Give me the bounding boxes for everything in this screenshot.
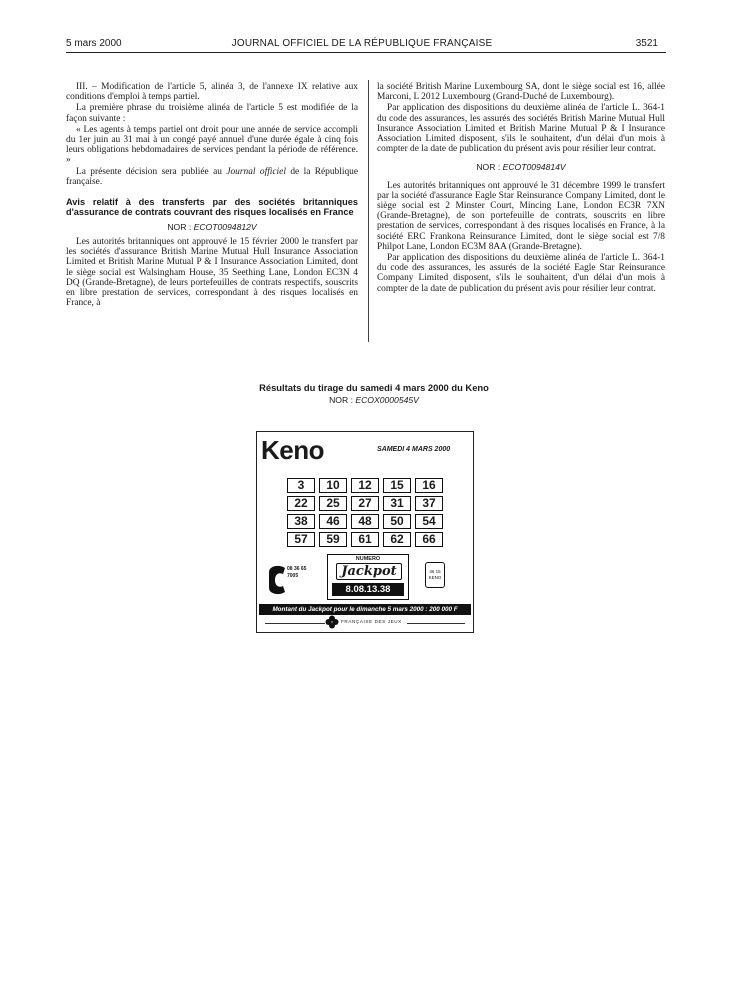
minitel-line-1: 36 15	[429, 569, 441, 574]
keno-number: 25	[319, 496, 347, 511]
header-date: 5 mars 2000	[66, 38, 122, 49]
keno-number: 22	[287, 496, 315, 511]
keno-results-title: Résultats du tirage du samedi 4 mars 2000 du Keno	[259, 382, 489, 393]
nor-code: ECOT0094812V	[193, 221, 257, 232]
keno-draw-date: SAMEDI 4 MARS 2000	[377, 446, 451, 453]
header-rule	[66, 52, 666, 53]
keno-number: 37	[415, 496, 443, 511]
keno-number: 57	[287, 532, 315, 547]
jackpot-box	[327, 554, 409, 600]
keno-number: 66	[415, 532, 443, 547]
left-column	[66, 82, 358, 309]
nor-label: NOR :	[329, 395, 353, 405]
left-paragraph-5: Les autorités britanniques ont approuvé le 15 février 2000 le transfert par les sociétés d'assurance British Marine Mutual Hull Insurance Association Limited et British Marine Mutual P & I Insurance Association Limited, dont le siège social est Walsingham House, 35 Seething Lane, London EC3N 4 DQ (Grande-Bretagne), de leurs portefeuilles de contrats respectifs, souscrits en libre prestation de services, correspondant à des risques localisés en France, à	[66, 237, 358, 309]
minitel-line-2: KENO	[428, 575, 442, 580]
keno-number: 31	[383, 496, 411, 511]
keno-number: 61	[351, 532, 379, 547]
keno-number-grid	[287, 478, 443, 547]
keno-number: 16	[415, 478, 443, 493]
right-paragraph-1: la société British Marine Luxembourg SA, dont le siège social est 16, allée Marconi, L 2012 Luxembourg (Grand-Duché de Luxembourg).	[377, 82, 665, 103]
keno-number: 46	[319, 514, 347, 529]
keno-number: 48	[351, 514, 379, 529]
jackpot-logo: Jackpot	[336, 563, 402, 580]
keno-number: 3	[287, 478, 315, 493]
phone-line-1: 08 36 65	[287, 566, 307, 572]
nor-label: NOR :	[167, 221, 192, 232]
left-p4-start: La présente décision sera publiée au	[76, 166, 227, 177]
keno-number: 12	[351, 478, 379, 493]
nor-reference-2	[377, 162, 665, 172]
jackpot-amount-band: Montant du Jackpot pour le dimanche 5 mars 2000 : 200 000 F	[259, 604, 471, 615]
clover-logo-icon	[325, 615, 339, 629]
right-paragraph-3: Les autorités britanniques ont approuvé le 31 décembre 1999 le transfert par la société d'assurance Eagle Star Reinsurance Company Limited, dont le siège social est 2 Minster Court, Mincing Lane, London EC3R 7XN (Grande-Bretagne), de son portefeuille de contrats, souscrits en libre prestation de services, correspondant à des risques localisés en France, à la société ERC Frankona Reinsurance Limited, dont le siège social est 7/8 Philpot Lane, London EC3M 8AA (Grande-Bretagne).	[377, 180, 665, 252]
left-p4-journal: Journal officiel	[226, 166, 286, 177]
nor-reference-1	[66, 222, 358, 232]
right-paragraph-2: Par application des dispositions du deuxième alinéa de l'article L. 364-1 du code des assurances, les assurés des sociétés British Marine Mutual Hull Insurance Association Limited et British Marine Mutual P & I Insurance Association Limited disposent, s'ils le souhaitent, d'un délai d'un mois à compter de la date de publication du présent avis pour résilier leur contrat.	[377, 103, 665, 155]
minitel-icon	[425, 562, 445, 588]
keno-number: 15	[383, 478, 411, 493]
left-paragraph-4	[66, 167, 358, 187]
keno-results-panel	[256, 431, 474, 633]
right-paragraph-4: Par application des dispositions du deuxième alinéa de l'article L. 364-1 du code des assurances, les assurés de la société Eagle Star Reinsurance Company Limited disposent, s'ils le souhaitent, d'un délai d'un mois à compter de la date de publication du présent avis pour résilier leur contrat.	[377, 253, 665, 294]
keno-number: 10	[319, 478, 347, 493]
notice-heading: Avis relatif à des transferts par des sociétés britanniques d'assurance de contrats couvrant des risques localisés en France	[66, 197, 358, 218]
francaise-des-jeux-label: FRANÇAISE DES JEUX	[341, 619, 402, 624]
footer-rule-right	[407, 623, 465, 624]
jackpot-number-label: NUMERO	[355, 556, 381, 562]
phone-line-2: 7005	[287, 573, 299, 579]
keno-number: 50	[383, 514, 411, 529]
nor-code: ECOX0000545V	[355, 395, 419, 405]
footer-rule-left	[265, 623, 325, 624]
header-journal-title: JOURNAL OFFICIEL DE LA RÉPUBLIQUE FRANÇAISE	[231, 38, 493, 49]
nor-code: ECOT0094814V	[502, 162, 566, 173]
left-paragraph-1: III. – Modification de l'article 5, alinéa 3, de l'annexe IX relative aux conditions d'emploi à temps partiel.	[66, 82, 358, 103]
column-separator	[368, 80, 369, 342]
left-paragraph-3: « Les agents à temps partiel ont droit pour une année de service accompli du 1er juin au 31 mai à un congé payé annuel d'une durée égale à cinq fois leurs obligations hebdomadaires de services pendant la période de référence. »	[66, 124, 358, 166]
keno-number: 54	[415, 514, 443, 529]
jackpot-number: 8.08.13.38	[332, 583, 404, 596]
keno-nor-reference	[0, 395, 748, 405]
left-p4-end: de la République française.	[66, 166, 358, 187]
nor-label: NOR :	[476, 162, 501, 173]
left-paragraph-2: La première phrase du troisième alinéa de l'article 5 est modifiée de la façon suivante :	[66, 103, 358, 124]
keno-number: 38	[287, 514, 315, 529]
keno-logo: Keno	[261, 435, 324, 465]
running-header	[66, 38, 658, 52]
keno-phone-number	[287, 566, 306, 580]
header-page-number: 3521	[635, 38, 658, 49]
right-column	[377, 82, 665, 295]
keno-number: 62	[383, 532, 411, 547]
keno-number: 59	[319, 532, 347, 547]
keno-number: 27	[351, 496, 379, 511]
